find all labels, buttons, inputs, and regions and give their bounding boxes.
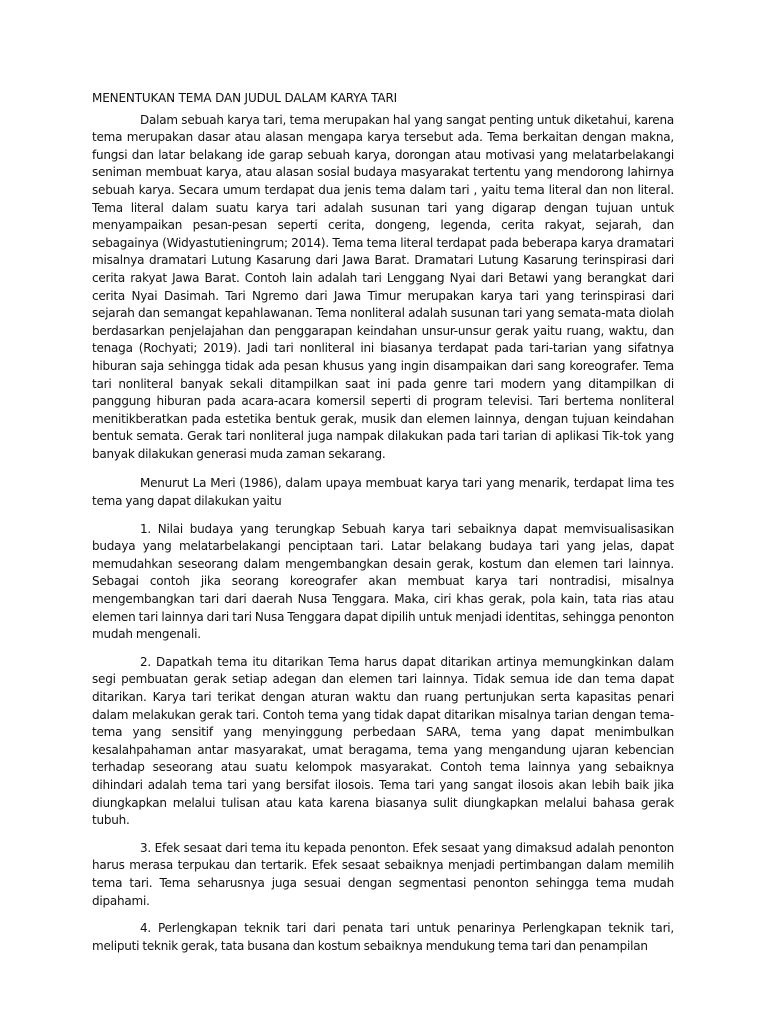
paragraph-point-3: 3. Efek sesaat dari tema itu kepada penonton. Efek sesaat yang dimaksud adalah penonton harus merasa terpukau dan tertarik. Efek sesaat sebaiknya menjadi pertimbangan dalam memilih tema tari. Tema seharusnya juga sesuai dengan segmentasi penonton sehingga tema mudah dipahami.: [92, 840, 674, 908]
paragraph-la-meri: Menurut La Meri (1986), dalam upaya membuat karya tari yang menarik, terdapat lima tes tema yang dapat dilakukan yaitu: [92, 476, 674, 509]
document-title: MENENTUKAN TEMA DAN JUDUL DALAM KARYA TARI: [92, 91, 398, 105]
paragraph-point-1: 1. Nilai budaya yang terungkap Sebuah karya tari sebaiknya dapat memvisualisasikan budaya yang melatarbelakangi penciptaan tari. Latar belakang budaya tari yang jelas, dapat memudahkan seseorang dalam mengembangkan desain gerak, kostum dan elemen tari lainnya. Sebagai contoh jika seorang koreografer akan membuat karya tari nontradisi, misalnya mengembangkan tari dari daerah Nusa Tenggara. Maka, ciri khas gerak, pola kain, tata rias atau elemen tari lainnya dari tari Nusa Tenggara dapat dipilih untuk menjadi identitas, sehingga penonton mudah mengenali.: [92, 521, 674, 642]
paragraph-point-2: 2. Dapatkah tema itu ditarikan Tema harus dapat ditarikan artinya memungkinkan dalam segi pembuatan gerak setiap adegan dan elemen tari lainnya. Tidak semua ide dan tema dapat ditarikan. Karya tari terikat dengan aturan waktu dan ruang pertunjukan serta kapasitas penari dalam melakukan gerak tari. Contoh tema yang tidak dapat ditarikan misalnya tarian dengan tema-tema yang sensitif yang menyinggung perbedaan SARA, tema yang dapat menimbulkan kesalahpahaman antar masyarakat, umat beragama, tema yang mengandung ujaran kebencian terhadap seseorang atau suatu kelompok masyarakat. Contoh tema lainnya yang sebaiknya dihindari adalah tema tari yang bersifat ilosois. Tema tari yang sangat ilosois akan lebih baik jika diungkapkan melalui tulisan atau kata karena biasanya sulit diungkapkan melalui bahasa gerak tubuh.: [92, 654, 674, 828]
paragraph-intro: Dalam sebuah karya tari, tema merupakan hal yang sangat penting untuk diketahui, karena tema merupakan dasar atau alasan mengapa karya tersebut ada. Tema berkaitan dengan makna, fungsi dan latar belakang ide garap sebuah karya, dorongan atau motivasi yang melatarbelakangi seniman membuat karya, atau alasan sosial budaya masyarakat tertentu yang mendorong lahirnya sebuah karya. Secara umum terdapat dua jenis tema dalam tari , yaitu tema literal dan non literal. Tema literal dalam suatu karya tari adalah susunan tari yang digarap dengan tujuan untuk menyampaikan pesan-pesan seperti cerita, dongeng, legenda, cerita rakyat, sejarah, dan sebagainya (Widyastutieningrum; 2014). Tema tema literal terdapat pada beberapa karya dramatari misalnya dramatari Lutung Kasarung dari Jawa Barat. Dramatari Lutung Kasarung terinspirasi dari cerita rakyat Jawa Barat. Contoh lain adalah tari Lenggang Nyai dari Betawi yang berangkat dari cerita Nyai Dasimah. Tari Ngremo dari Jawa Timur merupakan karya tari yang terinspirasi dari sejarah dan semangat kepahlawanan. Tema nonliteral adalah susunan tari yang semata-mata diolah berdasarkan penjelajahan dan penggarapan keindahan unsur-unsur gerak yaitu ruang, waktu, dan tenaga (Rochyati; 2019). Jadi tari nonliteral ini biasanya terdapat pada tari-tarian yang sifatnya hiburan saja sehingga tidak ada pesan khusus yang ingin disampaikan dari sang koreografer. Tema tari nonliteral banyak sekali ditampilkan saat ini pada genre tari modern yang ditampilkan di panggung hiburan pada acara-acara komersil seperti di program televisi. Tari bertema nonliteral menitikberatkan pada estetika bentuk gerak, musik dan elemen lainnya, dengan tujuan keindahan bentuk semata. Gerak tari nonliteral juga nampak dilakukan pada tari tarian di aplikasi Tik-tok yang banyak dilakukan generasi muda zaman sekarang.: [92, 112, 674, 461]
document-body: [92, 90, 674, 965]
paragraph-point-4: 4. Perlengkapan teknik tari dari penata tari untuk penarinya Perlengkapan teknik tari, meliputi teknik gerak, tata busana dan kostum sebaiknya mendukung tema tari dan penampilan: [92, 921, 674, 953]
